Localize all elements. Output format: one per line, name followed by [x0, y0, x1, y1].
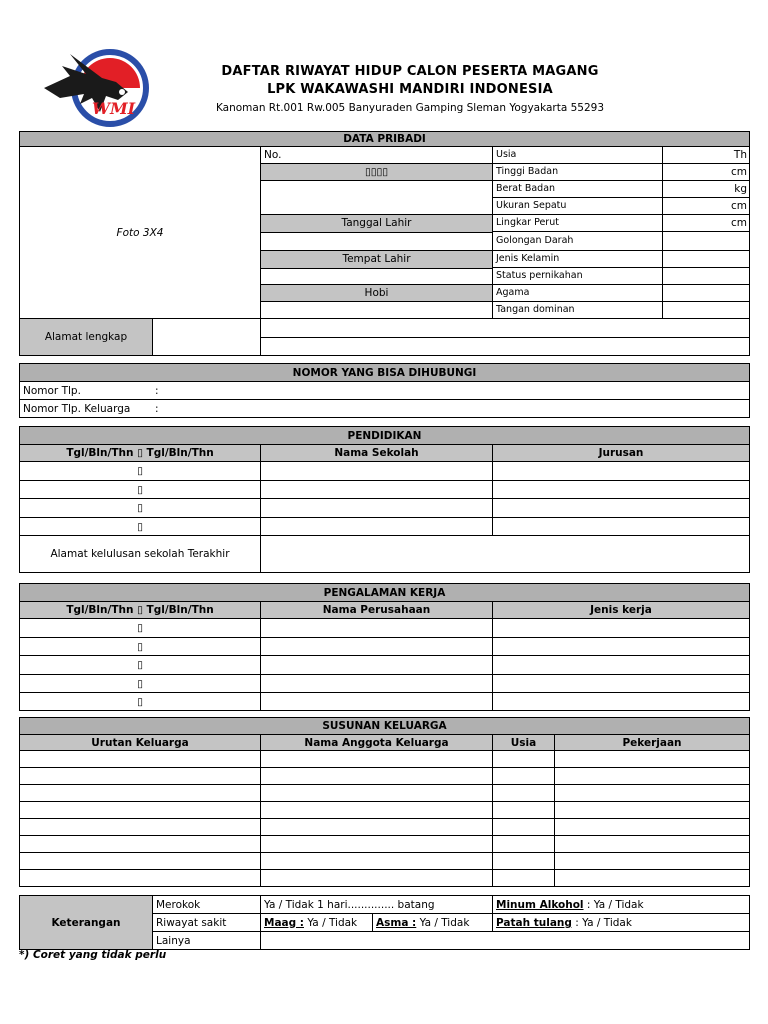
- sekolah-cell[interactable]: [261, 462, 493, 481]
- kontak-table: [19, 363, 750, 418]
- jurusan-cell[interactable]: [493, 518, 750, 536]
- jurusan-cell[interactable]: [493, 481, 750, 499]
- table-row: [20, 675, 750, 693]
- usia-label: Usia: [493, 147, 662, 163]
- table-row: [20, 768, 750, 785]
- photo-label: Foto 3X4: [116, 226, 164, 239]
- personal-right-fields: [493, 147, 750, 318]
- hobi-field[interactable]: [261, 301, 492, 318]
- pekerjaan-cell[interactable]: [555, 768, 750, 785]
- table-row: [20, 870, 750, 887]
- tinggi-label: Tinggi Badan: [493, 163, 662, 180]
- lainya-field[interactable]: [261, 932, 750, 950]
- status-label: Status pernikahan: [493, 267, 662, 284]
- sekolah-cell[interactable]: [261, 481, 493, 499]
- darah-field[interactable]: [662, 231, 750, 250]
- col-perusahaan: Nama Perusahaan: [261, 602, 493, 619]
- patah-label: Patah tulang: [496, 916, 572, 929]
- data-pribadi-table: [19, 131, 750, 356]
- jenis-cell[interactable]: [493, 638, 750, 656]
- perusahaan-cell[interactable]: [261, 619, 493, 638]
- tlp-label: Nomor Tlp.: [23, 384, 81, 397]
- tgl-cell[interactable]: ▯: [20, 693, 261, 711]
- jenis-cell[interactable]: [493, 693, 750, 711]
- tgl-cell[interactable]: ▯: [20, 619, 261, 638]
- urutan-cell[interactable]: [20, 836, 261, 853]
- usia-unit: Th: [662, 147, 750, 163]
- urutan-cell[interactable]: [20, 751, 261, 768]
- nama-cell[interactable]: [261, 819, 493, 836]
- perusahaan-cell[interactable]: [261, 638, 493, 656]
- usia-cell[interactable]: [493, 853, 555, 870]
- alkohol-label: Minum Alkohol: [496, 898, 584, 911]
- keterangan-table: [19, 895, 750, 950]
- tlp-colon: :: [155, 384, 159, 397]
- urutan-cell[interactable]: [20, 785, 261, 802]
- merokok-value[interactable]: Ya / Tidak 1 hari.............. batang: [261, 896, 493, 914]
- pekerjaan-cell[interactable]: [555, 785, 750, 802]
- keterangan-label: Keterangan: [20, 896, 153, 950]
- alamat-field-2[interactable]: [261, 337, 750, 356]
- merokok-label: Merokok: [153, 896, 261, 914]
- nama-cell[interactable]: [261, 785, 493, 802]
- usia-cell[interactable]: [493, 768, 555, 785]
- nama-cell[interactable]: [261, 836, 493, 853]
- table-row: [20, 802, 750, 819]
- personal-left-fields: [261, 147, 492, 318]
- patah-value: : Ya / Tidak: [571, 916, 632, 929]
- tempat-lahir-field[interactable]: [261, 268, 492, 284]
- name-jp-label: ▯▯▯▯: [261, 163, 492, 180]
- col-jurusan: Jurusan: [493, 445, 750, 462]
- table-row: [20, 619, 750, 638]
- tgl-cell[interactable]: ▯: [20, 518, 261, 536]
- usia-cell[interactable]: [493, 785, 555, 802]
- svg-text:WMI: WMI: [92, 99, 136, 118]
- urutan-cell[interactable]: [20, 853, 261, 870]
- tlp-keluarga-colon: :: [155, 402, 159, 415]
- sekolah-cell[interactable]: [261, 499, 493, 518]
- urutan-cell[interactable]: [20, 819, 261, 836]
- kelamin-field[interactable]: [662, 250, 750, 267]
- perut-label: Lingkar Perut: [493, 214, 662, 231]
- table-row: [20, 656, 750, 675]
- col-nama: Nama Anggota Keluarga: [261, 735, 493, 751]
- maag-value: Ya / Tidak: [304, 916, 358, 929]
- pekerjaan-cell[interactable]: [555, 802, 750, 819]
- tangan-label: Tangan dominan: [493, 301, 662, 318]
- nama-cell[interactable]: [261, 751, 493, 768]
- riwayat-label: Riwayat sakit: [153, 914, 261, 932]
- tempat-lahir-label: Tempat Lahir: [261, 250, 492, 268]
- table-row: [20, 499, 750, 518]
- photo-placeholder: [20, 147, 261, 319]
- tgl-cell[interactable]: ▯: [20, 499, 261, 518]
- urutan-cell[interactable]: [20, 870, 261, 887]
- tlp-keluarga-label: Nomor Tlp. Keluarga: [23, 402, 131, 415]
- tanggal-lahir-field[interactable]: [261, 232, 492, 250]
- alamat-lulus-label: Alamat kelulusan sekolah Terakhir: [20, 536, 261, 573]
- perut-unit: cm: [662, 214, 750, 231]
- sepatu-label: Ukuran Sepatu: [493, 197, 662, 214]
- usia-cell[interactable]: [493, 802, 555, 819]
- perusahaan-cell[interactable]: [261, 693, 493, 711]
- kerja-table: [19, 583, 750, 711]
- nama-cell[interactable]: [261, 853, 493, 870]
- alamat-lulus-field[interactable]: [261, 536, 750, 573]
- jenis-cell[interactable]: [493, 619, 750, 638]
- table-row: [20, 853, 750, 870]
- table-row: [20, 518, 750, 536]
- footnote: *) Coret yang tidak perlu: [19, 949, 167, 961]
- darah-label: Golongan Darah: [493, 231, 662, 250]
- urutan-cell[interactable]: [20, 768, 261, 785]
- tinggi-unit: cm: [662, 163, 750, 180]
- alamat-label: Alamat lengkap: [20, 319, 153, 355]
- sepatu-unit: cm: [662, 197, 750, 214]
- jurusan-cell[interactable]: [493, 462, 750, 481]
- usia-cell[interactable]: [493, 819, 555, 836]
- nama-cell[interactable]: [261, 870, 493, 887]
- lainya-label: Lainya: [153, 932, 261, 950]
- section-data-pribadi: DATA PRIBADI: [20, 132, 750, 147]
- table-row: [20, 638, 750, 656]
- table-row: [20, 693, 750, 711]
- col-urutan: Urutan Keluarga: [20, 735, 261, 751]
- tlp-keluarga-row[interactable]: [20, 400, 750, 418]
- institution-name: LPK WAKAWASHI MANDIRI INDONESIA: [267, 82, 553, 97]
- tangan-field[interactable]: [662, 301, 750, 318]
- perusahaan-cell[interactable]: [261, 675, 493, 693]
- name-field[interactable]: [261, 180, 492, 214]
- alamat-label-cell: [20, 319, 261, 356]
- table-row: [20, 751, 750, 768]
- maag-cell[interactable]: [261, 914, 373, 932]
- pekerjaan-cell[interactable]: [555, 836, 750, 853]
- section-pendidikan: PENDIDIKAN: [20, 427, 750, 445]
- sekolah-cell[interactable]: [261, 518, 493, 536]
- jenis-cell[interactable]: [493, 656, 750, 675]
- col-tgl: Tgl/Bln/Thn ▯ Tgl/Bln/Thn: [20, 602, 261, 619]
- nama-cell[interactable]: [261, 802, 493, 819]
- berat-label: Berat Badan: [493, 180, 662, 197]
- tanggal-lahir-label: Tanggal Lahir: [261, 214, 492, 232]
- pekerjaan-cell[interactable]: [555, 751, 750, 768]
- status-field[interactable]: [662, 267, 750, 284]
- pekerjaan-cell[interactable]: [555, 819, 750, 836]
- section-kontak: NOMOR YANG BISA DIHUBUNGI: [20, 364, 750, 382]
- tgl-cell[interactable]: ▯: [20, 481, 261, 499]
- table-row: [20, 481, 750, 499]
- col-sekolah: Nama Sekolah: [261, 445, 493, 462]
- section-keluarga: SUSUNAN KELUARGA: [20, 718, 750, 735]
- keluarga-table: [19, 717, 750, 887]
- pekerjaan-cell[interactable]: [555, 853, 750, 870]
- jurusan-cell[interactable]: [493, 499, 750, 518]
- section-kerja: PENGALAMAN KERJA: [20, 584, 750, 602]
- col-tgl: Tgl/Bln/Thn ▯ Tgl/Bln/Thn: [20, 445, 261, 462]
- patah-cell[interactable]: [493, 914, 750, 932]
- alkohol-cell[interactable]: [493, 896, 750, 914]
- urutan-cell[interactable]: [20, 802, 261, 819]
- tgl-cell[interactable]: ▯: [20, 638, 261, 656]
- usia-cell[interactable]: [493, 870, 555, 887]
- hobi-label: Hobi: [261, 284, 492, 301]
- tlp-row[interactable]: [20, 382, 750, 400]
- form-header: [0, 0, 768, 130]
- alkohol-value: : Ya / Tidak: [583, 898, 644, 911]
- berat-unit: kg: [662, 180, 750, 197]
- table-row: [20, 836, 750, 853]
- asma-cell[interactable]: [373, 914, 493, 932]
- asma-label: Asma :: [376, 916, 417, 929]
- table-row: [20, 819, 750, 836]
- tgl-cell[interactable]: ▯: [20, 656, 261, 675]
- jenis-cell[interactable]: [493, 675, 750, 693]
- agama-label: Agama: [493, 284, 662, 301]
- col-usia: Usia: [493, 735, 555, 751]
- usia-cell[interactable]: [493, 836, 555, 853]
- lpk-wmi-logo: [40, 48, 152, 128]
- table-row: [20, 462, 750, 481]
- alamat-field-1[interactable]: [261, 319, 750, 338]
- maag-label: Maag :: [264, 916, 304, 929]
- col-pekerjaan: Pekerjaan: [555, 735, 750, 751]
- nama-cell[interactable]: [261, 768, 493, 785]
- institution-address: Kanoman Rt.001 Rw.005 Banyuraden Gamping Sleman Yogyakarta 55293: [215, 102, 605, 114]
- pendidikan-table: [19, 426, 750, 573]
- asma-value: Ya / Tidak: [416, 916, 470, 929]
- no-label: No.: [261, 147, 492, 163]
- tgl-cell[interactable]: ▯: [20, 462, 261, 481]
- form-title: DAFTAR RIWAYAT HIDUP CALON PESERTA MAGANG: [221, 64, 599, 79]
- tgl-cell[interactable]: ▯: [20, 675, 261, 693]
- agama-field[interactable]: [662, 284, 750, 301]
- perusahaan-cell[interactable]: [261, 656, 493, 675]
- pekerjaan-cell[interactable]: [555, 870, 750, 887]
- usia-cell[interactable]: [493, 751, 555, 768]
- table-row: [20, 785, 750, 802]
- col-jenis: Jenis kerja: [493, 602, 750, 619]
- kelamin-label: Jenis Kelamin: [493, 250, 662, 267]
